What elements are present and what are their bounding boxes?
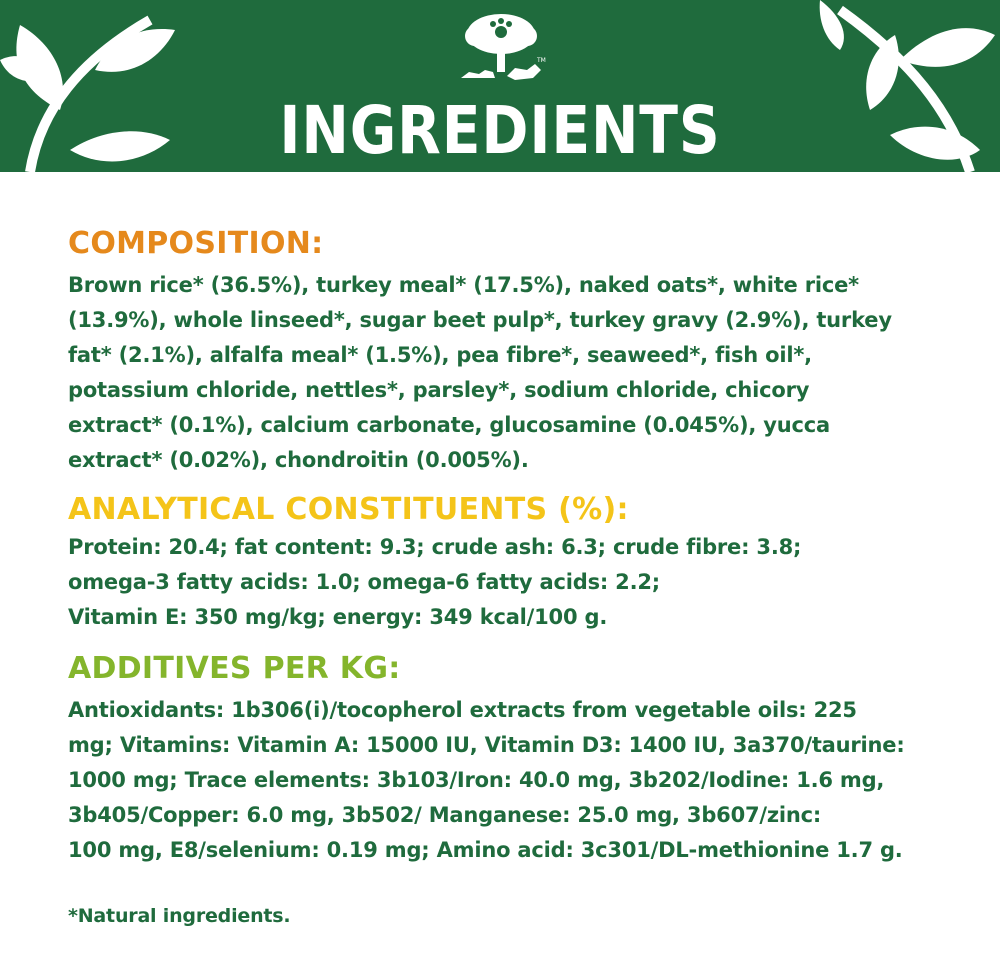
text-line: potassium chloride, nettles*, parsley*, sodium chloride, chicory xyxy=(68,378,810,402)
analytical-constituents-text xyxy=(68,530,968,635)
header-banner xyxy=(0,0,1000,172)
analytical-constituents-heading: ANALYTICAL CONSTITUENTS (%): xyxy=(68,492,629,527)
additives-text xyxy=(68,693,968,868)
text-line: Vitamin E: 350 mg/kg; energy: 349 kcal/100 g. xyxy=(68,605,608,629)
additives-section xyxy=(68,649,968,868)
text-line: extract* (0.02%), chondroitin (0.005%). xyxy=(68,448,529,472)
text-line: Brown rice* (36.5%), turkey meal* (17.5%), naked oats*, white rice* xyxy=(68,273,859,297)
text-line: (13.9%), whole linseed*, sugar beet pulp*, turkey gravy (2.9%), turkey xyxy=(68,308,892,332)
text-line: mg; Vitamins: Vitamin A: 15000 IU, Vitamin D3: 1400 IU, 3a370/taurine: xyxy=(68,733,905,757)
text-line: omega-3 fatty acids: 1.0; omega-6 fatty acids: 2.2; xyxy=(68,570,660,594)
leaf-decoration-right-icon xyxy=(780,0,1000,172)
text-line: Antioxidants: 1b306(i)/tocopherol extracts from vegetable oils: 225 xyxy=(68,698,857,722)
additives-heading: ADDITIVES PER KG: xyxy=(68,651,401,686)
analytical-constituents-section xyxy=(68,490,968,635)
tree-logo-icon xyxy=(455,8,547,92)
text-line: 100 mg, E8/selenium: 0.19 mg; Amino acid: 3c301/DL-methionine 1.7 g. xyxy=(68,838,903,862)
composition-heading: COMPOSITION: xyxy=(68,226,324,261)
ingredients-content xyxy=(68,224,968,930)
dog-silhouette-icon xyxy=(507,64,541,80)
natural-ingredients-footnote: *Natural ingredients. xyxy=(68,905,291,927)
text-line: 3b405/Copper: 6.0 mg, 3b502/ Manganese: 25.0 mg, 3b607/zinc: xyxy=(68,803,822,827)
text-line: 1000 mg; Trace elements: 3b103/Iron: 40.0 mg, 3b202/Iodine: 1.6 mg, xyxy=(68,768,885,792)
composition-section xyxy=(68,224,968,478)
composition-text xyxy=(68,268,968,478)
text-line: extract* (0.1%), calcium carbonate, glucosamine (0.045%), yucca xyxy=(68,413,830,437)
page-title: INGREDIENTS xyxy=(279,92,721,169)
text-line: fat* (2.1%), alfalfa meal* (1.5%), pea fibre*, seaweed*, fish oil*, xyxy=(68,343,812,367)
text-line: Protein: 20.4; fat content: 9.3; crude ash: 6.3; crude fibre: 3.8; xyxy=(68,535,802,559)
cat-silhouette-icon xyxy=(461,70,495,78)
trademark-symbol: TM xyxy=(537,57,546,64)
